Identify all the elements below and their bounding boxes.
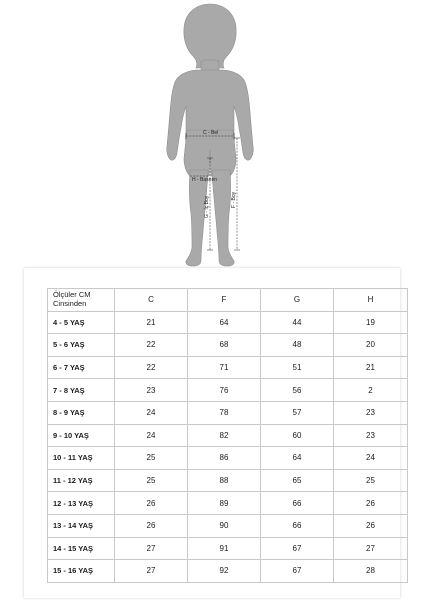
- cell-h: 23: [334, 424, 408, 447]
- header-unit-line2: Cinsinden: [53, 298, 87, 308]
- cell-f: 90: [188, 514, 261, 537]
- cell-g: 56: [261, 379, 334, 402]
- size-chart-card: [24, 268, 400, 598]
- cell-g: 66: [261, 492, 334, 515]
- header-col-h: H: [334, 289, 408, 312]
- row-age-label: 5 - 6 YAŞ: [48, 334, 115, 357]
- cell-h: 25: [334, 469, 408, 492]
- cell-h: 2: [334, 379, 408, 402]
- cell-c: 25: [115, 447, 188, 470]
- cell-c: 21: [115, 311, 188, 334]
- row-age-label: 7 - 8 YAŞ: [48, 379, 115, 402]
- cell-f: 64: [188, 311, 261, 334]
- cell-c: 26: [115, 514, 188, 537]
- cell-h: 19: [334, 311, 408, 334]
- row-age-label: 4 - 5 YAŞ: [48, 311, 115, 334]
- row-age-label: 10 - 11 YAŞ: [48, 447, 115, 470]
- cell-f: 88: [188, 469, 261, 492]
- row-age-label: 14 - 15 YAŞ: [48, 537, 115, 560]
- cell-h: 21: [334, 356, 408, 379]
- row-age-label: 15 - 16 YAŞ: [48, 560, 115, 583]
- cell-c: 26: [115, 492, 188, 515]
- cell-h: 20: [334, 334, 408, 357]
- size-chart-table: [47, 288, 408, 583]
- row-age-label: 13 - 14 YAŞ: [48, 514, 115, 537]
- cell-f: 76: [188, 379, 261, 402]
- cell-c: 24: [115, 424, 188, 447]
- cell-c: 27: [115, 537, 188, 560]
- cell-f: 89: [188, 492, 261, 515]
- cell-g: 64: [261, 447, 334, 470]
- cell-c: 22: [115, 356, 188, 379]
- cell-f: 92: [188, 560, 261, 583]
- cell-h: 26: [334, 514, 408, 537]
- cell-c: 22: [115, 334, 188, 357]
- cell-g: 44: [261, 311, 334, 334]
- label-c-waist: C - Bel: [203, 130, 219, 136]
- cell-g: 66: [261, 514, 334, 537]
- table-row: [48, 469, 408, 492]
- table-row: [48, 401, 408, 424]
- cell-g: 67: [261, 537, 334, 560]
- row-age-label: 6 - 7 YAŞ: [48, 356, 115, 379]
- table-row: [48, 334, 408, 357]
- table-row: [48, 424, 408, 447]
- cell-c: 25: [115, 469, 188, 492]
- row-age-label: 8 - 9 YAŞ: [48, 401, 115, 424]
- table-row: [48, 492, 408, 515]
- row-age-label: 11 - 12 YAŞ: [48, 469, 115, 492]
- cell-h: 24: [334, 447, 408, 470]
- cell-f: 68: [188, 334, 261, 357]
- cell-g: 60: [261, 424, 334, 447]
- row-age-label: 12 - 13 YAŞ: [48, 492, 115, 515]
- table-header-row: [48, 289, 408, 312]
- table-row: [48, 560, 408, 583]
- cell-g: 57: [261, 401, 334, 424]
- table-row: [48, 356, 408, 379]
- table-row: [48, 311, 408, 334]
- cell-f: 71: [188, 356, 261, 379]
- cell-f: 78: [188, 401, 261, 424]
- cell-h: 27: [334, 537, 408, 560]
- cell-c: 27: [115, 560, 188, 583]
- cell-g: 67: [261, 560, 334, 583]
- header-measurements-unit: [48, 289, 115, 312]
- child-figure-illustration: [0, 0, 424, 268]
- cell-f: 82: [188, 424, 261, 447]
- cell-h: 26: [334, 492, 408, 515]
- header-col-f: F: [188, 289, 261, 312]
- row-age-label: 9 - 10 YAŞ: [48, 424, 115, 447]
- header-col-g: G: [261, 289, 334, 312]
- table-row: [48, 379, 408, 402]
- table-row: [48, 447, 408, 470]
- table-row: [48, 537, 408, 560]
- cell-f: 91: [188, 537, 261, 560]
- cell-g: 51: [261, 356, 334, 379]
- child-silhouette-svg: [0, 0, 424, 268]
- cell-f: 86: [188, 447, 261, 470]
- label-f-length: F - Boy: [231, 191, 237, 208]
- cell-c: 23: [115, 379, 188, 402]
- cell-g: 48: [261, 334, 334, 357]
- cell-h: 23: [334, 401, 408, 424]
- cell-h: 28: [334, 560, 408, 583]
- cell-g: 65: [261, 469, 334, 492]
- cell-c: 24: [115, 401, 188, 424]
- label-h-hem: H - Baseen: [192, 177, 218, 183]
- header-col-c: C: [115, 289, 188, 312]
- label-g-inseam: G - İç Boy: [204, 195, 210, 218]
- header-unit-line1: Ölçüler CM: [53, 290, 91, 300]
- table-row: [48, 514, 408, 537]
